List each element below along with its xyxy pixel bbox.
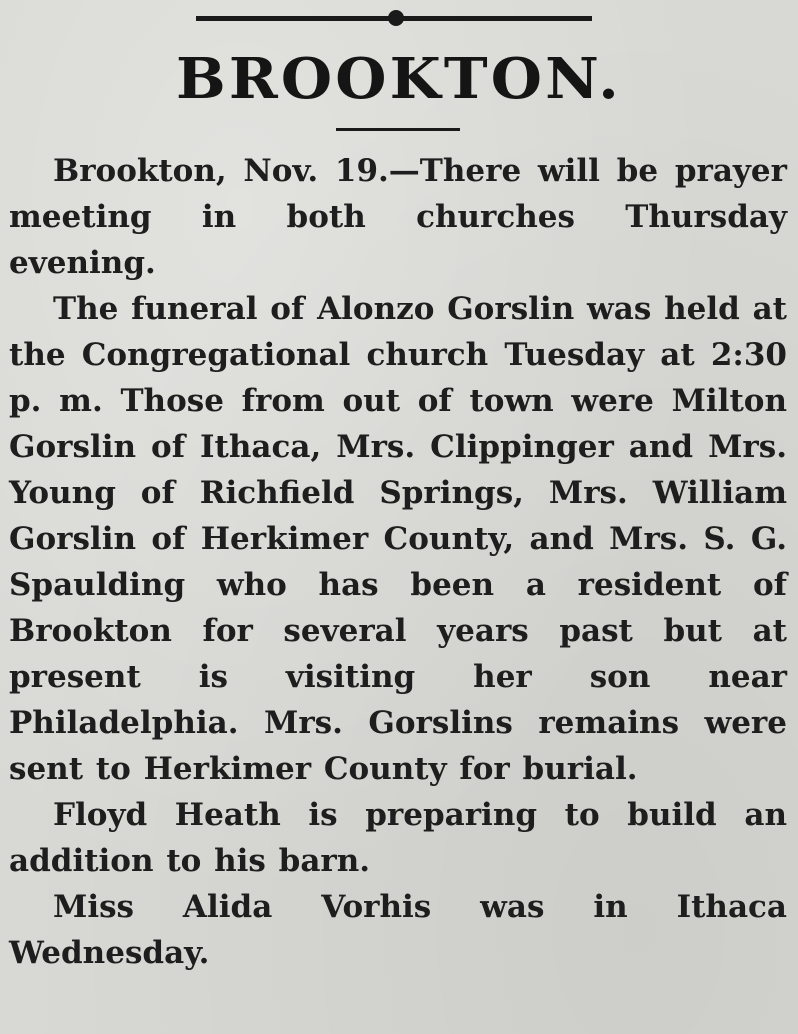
article-paragraph: The funeral of Alonzo Gorslin was held at the Congregational church Tuesday at 2:30 p. m. Those from out of town were Milton Gorslin of Ithaca, Mrs. Clippinger and Mrs. Young of Richfield Springs, Mrs. William Gorslin of Herkimer County, and Mrs. S. G. Spaulding who has been a resident of Brookton for several years past but at present is visiting her son near Philadelphia. Mrs. Gorslins remains were sent to Herkimer County for burial. bbox=[9, 291, 787, 787]
article-headline: BROOKTON. bbox=[176, 46, 622, 112]
article-body bbox=[9, 148, 787, 976]
article-paragraph: Miss Alida Vorhis was in Ithaca Wednesday. bbox=[9, 889, 787, 971]
article-paragraph: Brookton, Nov. 19.—There will be prayer meeting in both churches Thursday evening. bbox=[9, 153, 787, 281]
headline-underline-divider bbox=[336, 128, 460, 131]
top-rule-ornament bbox=[388, 10, 404, 26]
article-paragraph: Floyd Heath is preparing to build an addition to his barn. bbox=[9, 797, 787, 879]
